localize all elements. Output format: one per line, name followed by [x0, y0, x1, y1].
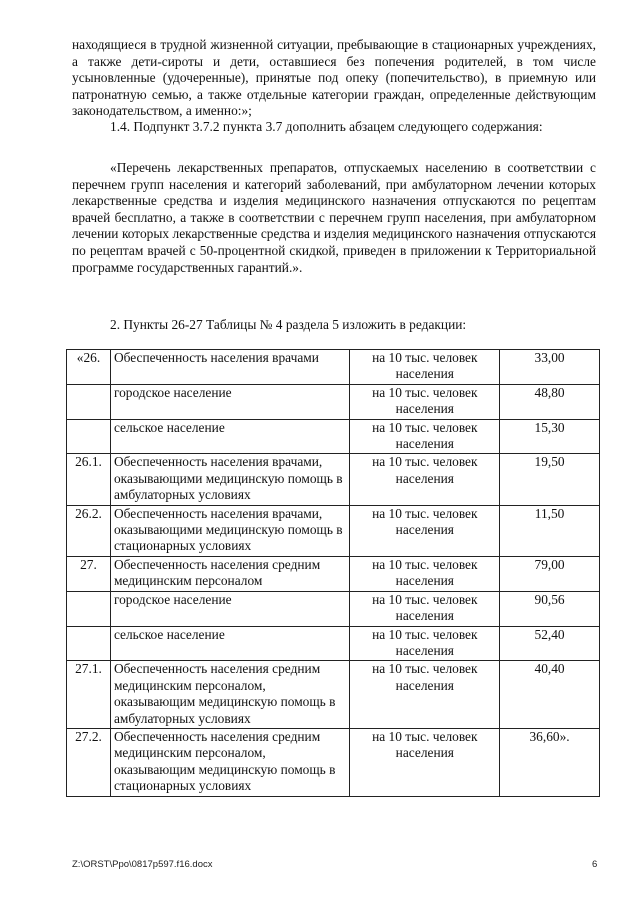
- row-value: 19,50: [500, 454, 600, 505]
- row-description: сельское население: [110, 419, 350, 454]
- row-unit: на 10 тыс. человек населения: [350, 591, 500, 626]
- row-value: 40,40: [500, 661, 600, 729]
- row-description: Обеспеченность населения средним медицинским персоналом, оказывающим медицинскую помощь в амбулаторных условиях: [110, 661, 350, 729]
- row-unit: на 10 тыс. человек населения: [350, 505, 500, 556]
- row-unit: на 10 тыс. человек населения: [350, 384, 500, 419]
- row-unit: на 10 тыс. человек населения: [350, 661, 500, 729]
- paragraph-medicines-list: «Перечень лекарственных препаратов, отпускаемых населению в соответствии с перечнем групп населения и категорий заболеваний, при амбулаторном лечении которых лекарственные средства и изделия медицинского назначения отпускаются по рецептам врачей бесплатно, а также в соответствии с перечнем групп населения, при амбулаторном лечении которых лекарственные средства и изделия медицинского назначения отпускаются по рецептам врачей с 50-процентной скидкой, приведен в приложении к Территориальной программе государственных гарантий.».: [72, 160, 596, 275]
- row-value: 48,80: [500, 384, 600, 419]
- row-value: 11,50: [500, 505, 600, 556]
- page-number: 6: [592, 859, 598, 870]
- table-row: [67, 350, 600, 385]
- table-row: [67, 728, 600, 796]
- row-number: «26.: [67, 350, 111, 385]
- row-description: городское население: [110, 384, 350, 419]
- table-row: [67, 556, 600, 591]
- row-value: 79,00: [500, 556, 600, 591]
- row-unit: на 10 тыс. человек населения: [350, 556, 500, 591]
- row-description: Обеспеченность населения врачами, оказывающими медицинскую помощь в стационарных условиях: [110, 505, 350, 556]
- table-row: [67, 454, 600, 505]
- row-description: Обеспеченность населения врачами: [110, 350, 350, 385]
- row-description: Обеспеченность населения средним медицинским персоналом: [110, 556, 350, 591]
- row-description: городское население: [110, 591, 350, 626]
- row-value: 33,00: [500, 350, 600, 385]
- row-unit: на 10 тыс. человек населения: [350, 728, 500, 796]
- row-value: 36,60».: [500, 728, 600, 796]
- row-unit: на 10 тыс. человек населения: [350, 419, 500, 454]
- row-description: сельское население: [110, 626, 350, 661]
- row-value: 90,56: [500, 591, 600, 626]
- row-unit: на 10 тыс. человек населения: [350, 626, 500, 661]
- row-description: Обеспеченность населения средним медицинским персоналом, оказывающим медицинскую помощь в стационарных условиях: [110, 728, 350, 796]
- row-number: 27.1.: [67, 661, 111, 729]
- row-value: 52,40: [500, 626, 600, 661]
- table-row: [67, 661, 600, 729]
- paragraph-continuation: находящиеся в трудной жизненной ситуации, пребывающие в стационарных учреждениях, а также дети-сироты и дети, оставшиеся без попечения родителей, в том числе усыновленные (удочеренные), принятые под опеку (попечительство), в приемную или патронатную семью, а также отдельные категории граждан, определенные действующим законодательством, а именно:»;: [72, 37, 596, 119]
- footer-file-path: Z:\ORST\Ppo\0817p597.f16.docx: [72, 859, 213, 870]
- row-value: 15,30: [500, 419, 600, 454]
- table-row: [67, 626, 600, 661]
- row-number: 26.2.: [67, 505, 111, 556]
- row-number: 27.: [67, 556, 111, 591]
- row-number: 27.2.: [67, 728, 111, 796]
- row-number: [67, 626, 111, 661]
- table-4-excerpt: [66, 349, 600, 797]
- paragraph-1-4: 1.4. Подпункт 3.7.2 пункта 3.7 дополнить абзацем следующего содержания:: [110, 119, 543, 134]
- row-number: [67, 419, 111, 454]
- row-unit: на 10 тыс. человек населения: [350, 454, 500, 505]
- table-row: [67, 384, 600, 419]
- row-number: [67, 591, 111, 626]
- row-number: 26.1.: [67, 454, 111, 505]
- table-row: [67, 505, 600, 556]
- row-unit: на 10 тыс. человек населения: [350, 350, 500, 385]
- table-row: [67, 591, 600, 626]
- row-number: [67, 384, 111, 419]
- table-row: [67, 419, 600, 454]
- section-2-heading: 2. Пункты 26-27 Таблицы № 4 раздела 5 изложить в редакции:: [110, 317, 467, 332]
- row-description: Обеспеченность населения врачами, оказывающими медицинскую помощь в амбулаторных условиях: [110, 454, 350, 505]
